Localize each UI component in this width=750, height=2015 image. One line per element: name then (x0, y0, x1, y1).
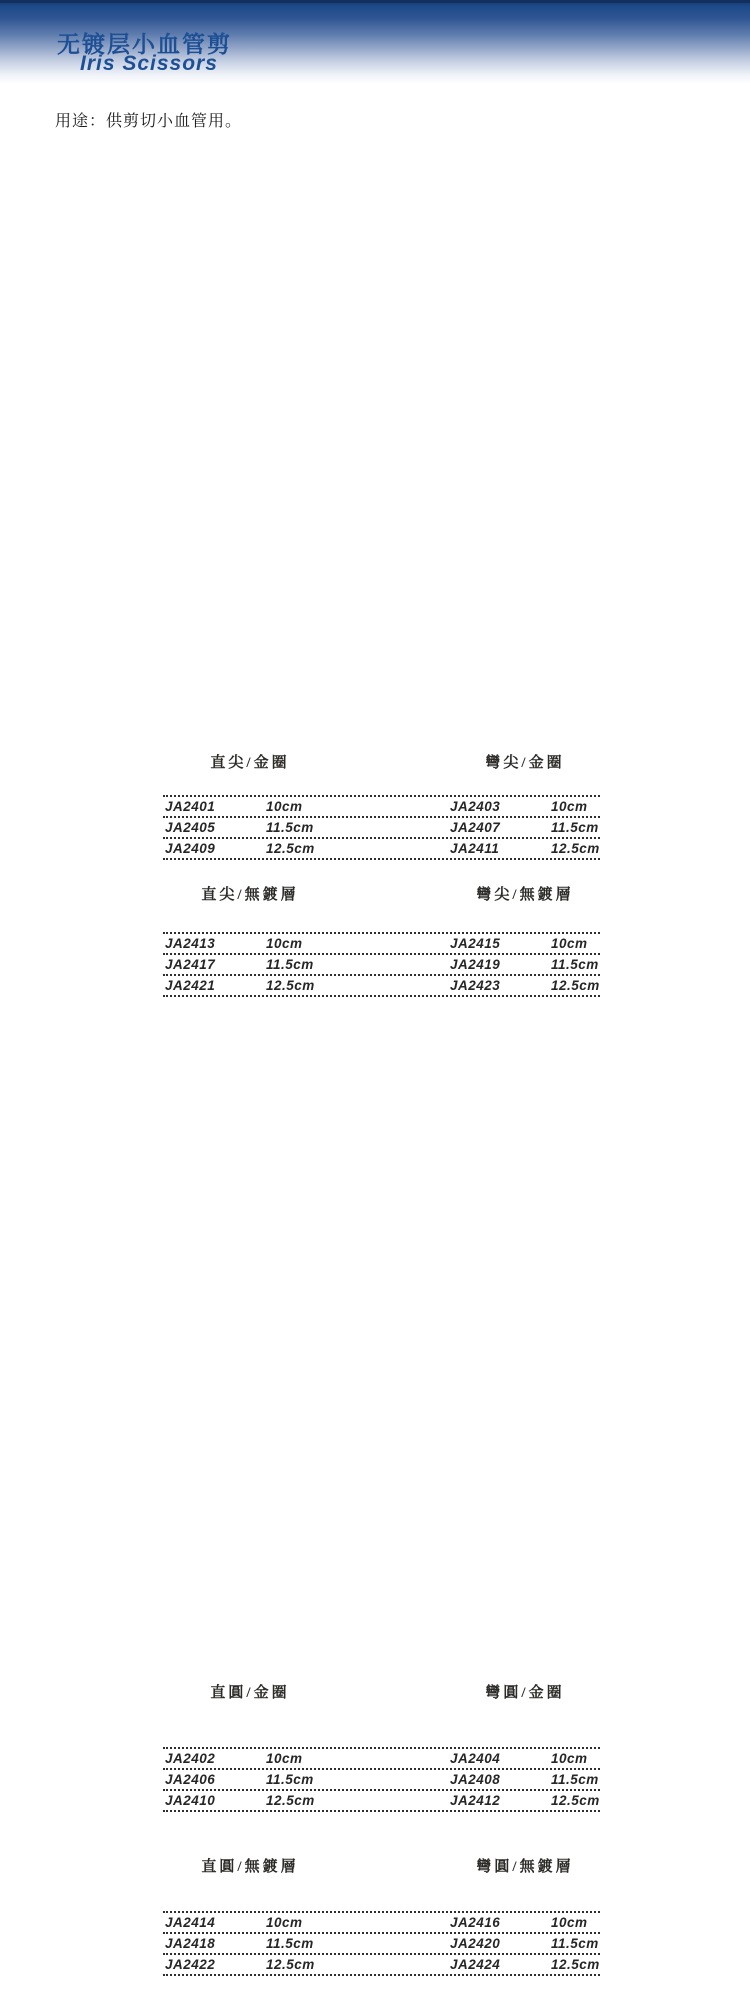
table-row (163, 932, 600, 953)
product-size: 10cm (266, 1751, 303, 1766)
spec-table-sharp-gold (163, 795, 600, 860)
product-code: JA2418 (165, 1936, 216, 1951)
table-row (163, 953, 600, 974)
product-size: 11.5cm (266, 957, 314, 972)
product-code: JA2417 (165, 957, 216, 972)
product-size: 10cm (266, 1915, 303, 1930)
scissors-photo-sharp (270, 160, 500, 545)
tip-detail-straight-blunt (235, 1494, 270, 1659)
product-code: JA2421 (165, 978, 216, 993)
product-size: 10cm (551, 1751, 588, 1766)
product-size: 10cm (266, 936, 303, 951)
header-top-line (0, 0, 750, 3)
product-size: 10cm (551, 936, 588, 951)
product-code: JA2419 (450, 957, 501, 972)
product-code: JA2424 (450, 1957, 501, 1972)
product-size: 12.5cm (266, 978, 315, 993)
table-row (163, 816, 600, 837)
tip-detail-straight-sharp (235, 560, 270, 725)
variant-label-curved-blunt-gold: 彎圓/金圈 (485, 1685, 565, 1701)
product-code: JA2403 (450, 799, 501, 814)
product-code: JA2411 (450, 841, 500, 856)
product-code: JA2406 (165, 1772, 216, 1787)
product-size: 12.5cm (551, 841, 600, 856)
variant-label-straight-sharp-gold: 直尖/金圈 (210, 755, 290, 771)
table-row (163, 1768, 600, 1789)
product-code: JA2408 (450, 1772, 501, 1787)
product-size: 12.5cm (551, 1793, 600, 1808)
variant-label-curved-sharp-gold: 彎尖/金圈 (485, 755, 565, 771)
product-code: JA2412 (450, 1793, 501, 1808)
product-code: JA2401 (165, 799, 216, 814)
variant-label-straight-blunt-uncoated: 直圓/無鍍層 (201, 1859, 299, 1875)
product-size: 12.5cm (266, 841, 315, 856)
product-code: JA2404 (450, 1751, 501, 1766)
product-code: JA2415 (450, 936, 501, 951)
tip-detail-curved-blunt (505, 1494, 550, 1659)
product-code: JA2420 (450, 1936, 501, 1951)
product-size: 12.5cm (266, 1793, 315, 1808)
table-row (163, 1747, 600, 1768)
table-row (163, 837, 600, 860)
product-size: 12.5cm (266, 1957, 315, 1972)
product-code: JA2416 (450, 1915, 501, 1930)
product-size: 11.5cm (266, 1772, 314, 1787)
product-size: 10cm (551, 799, 588, 814)
page-title-zh: 无镀层小血管剪 (57, 31, 232, 57)
variant-label-curved-sharp-uncoated: 彎尖/無鍍層 (476, 887, 574, 903)
table-row (163, 1789, 600, 1812)
spec-table-blunt-uncoated (163, 1911, 600, 1976)
product-size: 11.5cm (551, 820, 599, 835)
product-size: 11.5cm (551, 957, 599, 972)
product-code: JA2407 (450, 820, 501, 835)
page-title-en: Iris Scissors (80, 52, 218, 75)
variant-label-straight-sharp-uncoated: 直尖/無鍍層 (201, 887, 299, 903)
tip-detail-curved-sharp (505, 560, 550, 725)
product-code: JA2414 (165, 1915, 216, 1930)
table-row (163, 795, 600, 816)
product-size: 10cm (266, 799, 303, 814)
table-row (163, 974, 600, 997)
product-code: JA2410 (165, 1793, 216, 1808)
variant-label-straight-blunt-gold: 直圓/金圈 (210, 1685, 290, 1701)
product-code: JA2423 (450, 978, 501, 993)
table-row (163, 1932, 600, 1953)
variant-label-curved-blunt-uncoated: 彎圓/無鍍層 (476, 1859, 574, 1875)
product-code: JA2402 (165, 1751, 216, 1766)
page-header (0, 0, 750, 84)
product-code: JA2405 (165, 820, 216, 835)
product-size: 12.5cm (551, 978, 600, 993)
product-code: JA2413 (165, 936, 216, 951)
product-size: 11.5cm (266, 820, 314, 835)
product-code: JA2409 (165, 841, 216, 856)
product-size: 11.5cm (551, 1772, 599, 1787)
table-row (163, 1911, 600, 1932)
table-row (163, 1953, 600, 1976)
product-size: 10cm (551, 1915, 588, 1930)
spec-table-blunt-gold (163, 1747, 600, 1812)
product-size: 12.5cm (551, 1957, 600, 1972)
product-code: JA2422 (165, 1957, 216, 1972)
usage-note: 用途：供剪切小血管用。 (55, 113, 243, 130)
product-size: 11.5cm (266, 1936, 314, 1951)
spec-table-sharp-uncoated (163, 932, 600, 997)
product-size: 11.5cm (551, 1936, 599, 1951)
scissors-photo-blunt (270, 1096, 500, 1481)
